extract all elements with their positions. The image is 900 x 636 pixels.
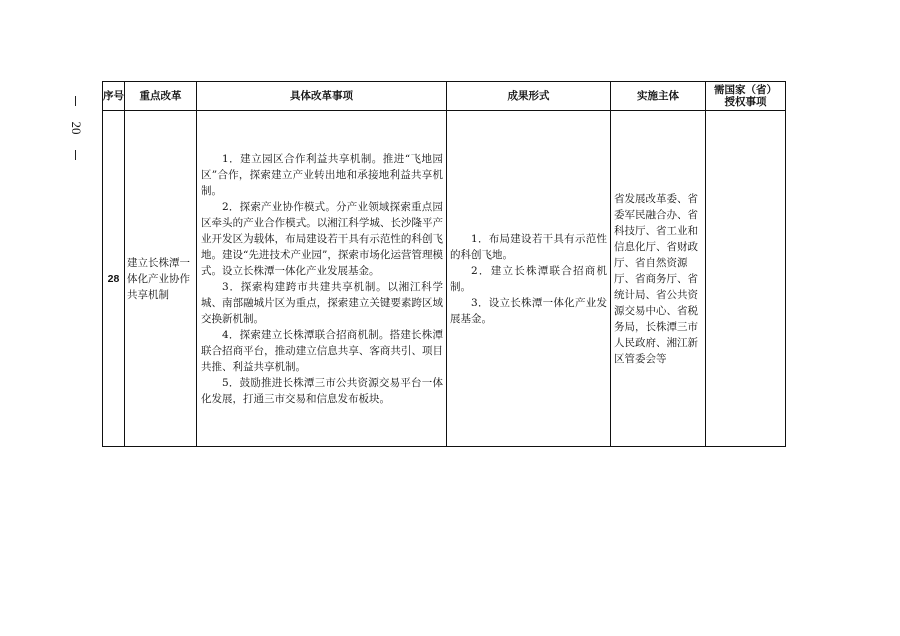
header-authorization-line1: 需国家（省） [714,84,777,96]
header-authorization-line2: 授权事项 [724,96,767,108]
header-authorization [706,82,786,111]
header-items: 具体改革事项 [197,82,447,111]
page-number-dash-bottom [75,150,76,160]
table-row [103,111,786,447]
cell-key-reform: 建立长株潭一体化产业协作共享机制 [125,111,197,447]
cell-seq: 28 [103,111,125,447]
header-key-reform: 重点改革 [125,82,197,111]
page-number-text: 20 [69,121,84,135]
page-number-dash-top [75,96,76,106]
outcome-item: 3．设立长株潭一体化产业发展基金。 [450,296,607,325]
cell-subject: 省发展改革委、省委军民融合办、省科技厅、省工业和信息化厅、省财政厅、省自然资源厅、省商务厅、省统计局、省公共资源交易中心、省税务局，长株潭三市人民政府、湘江新区管委会等 [611,111,706,447]
outcome-item: 1．布局建设若干具有示范性的科创飞地。 [450,232,607,261]
page-number [62,96,96,160]
reform-item: 5．鼓励推进长株潭三市公共资源交易平台一体化发展，打通三市交易和信息发布板块。 [201,376,443,405]
cell-outcomes [447,111,611,447]
reform-item: 3．探索构建跨市共建共享机制。以湘江科学城、南部融城片区为重点，探索建立关键要素跨区域交换新机制。 [201,280,443,325]
reform-item: 4．探索建立长株潭联合招商机制。搭建长株潭联合招商平台，推动建立信息共享、客商共引、项目共推、利益共享机制。 [201,328,443,373]
outcome-item: 2．建立长株潭联合招商机制。 [450,264,607,293]
header-subject: 实施主体 [611,82,706,111]
reform-table [102,81,786,447]
cell-authorization [706,111,786,447]
cell-items [197,111,447,447]
reform-item: 2．探索产业协作模式。分产业领域探索重点园区牵头的产业合作模式。以湘江科学城、长沙隆平产业开发区为载体，布局建设若干具有示范性的科创飞地。建设“先进技术产业园”，探索市场化运营管理模式。设立长株潭一体化产业发展基金。 [201,200,443,277]
header-seq: 序号 [103,82,125,111]
header-outcomes: 成果形式 [447,82,611,111]
reform-item: 1．建立园区合作利益共享机制。推进“飞地园区”合作，探索建立产业转出地和承接地利益共享机制。 [201,152,443,197]
table-header-row [103,82,786,111]
